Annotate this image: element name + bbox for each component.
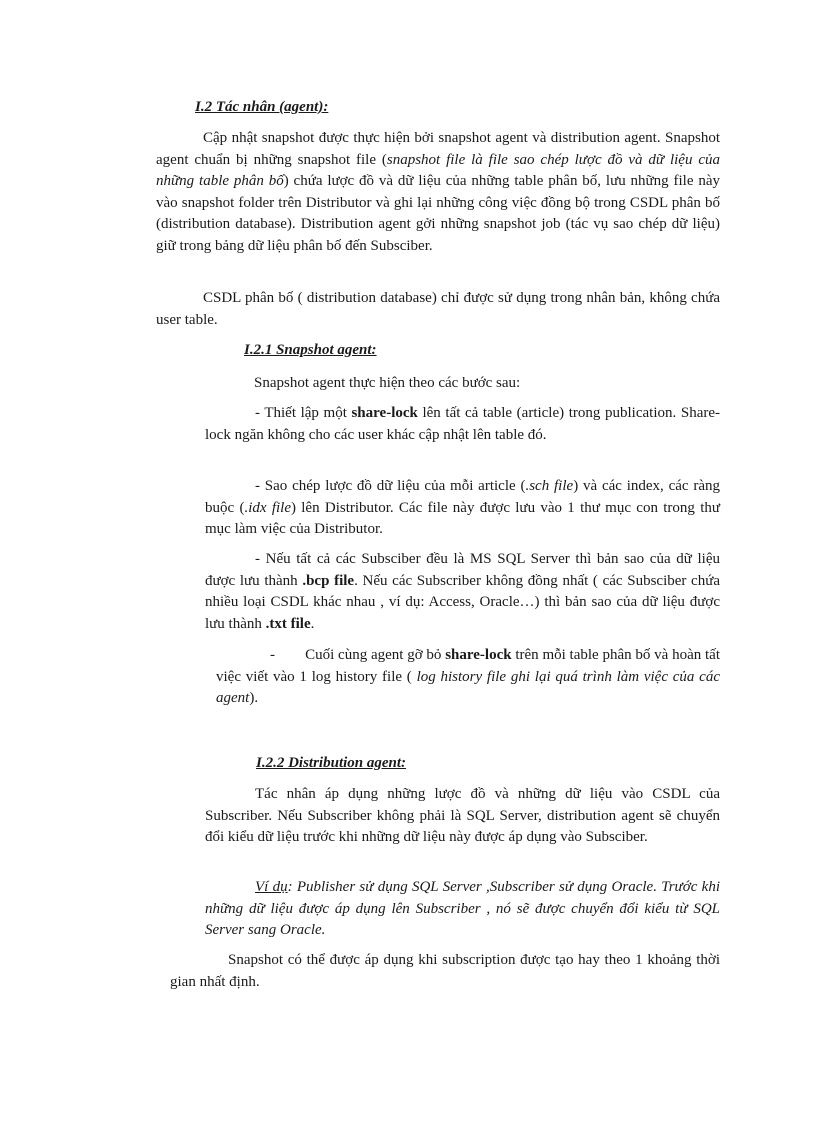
italic-run: .sch file	[525, 478, 574, 494]
bold-run: share-lock	[351, 405, 418, 421]
paragraph-distribution-db: CSDL phân bố ( distribution database) chỉ được sử dụng trong nhân bản, không chứa user table.	[156, 290, 720, 328]
subsection-heading-distribution-agent: I.2.2 Distribution agent:	[256, 755, 407, 771]
italic-run: log history file ghi lại quá trình làm việc của các agent	[216, 668, 724, 706]
bold-run: .bcp file	[302, 572, 355, 589]
italic-run: .idx file	[244, 499, 291, 516]
section-heading-agents: I.2 Tác nhân (agent):	[195, 99, 329, 115]
paragraph-snapshot-schedule: Snapshot có thể được áp dụng khi subscription được tạo hay theo 1 khoảng thời gian nhất định.	[170, 952, 720, 990]
text-run: - Cuối cùng agent gỡ bỏ	[270, 647, 446, 663]
text-run: Cập nhật snapshot được thực hiện bởi snapshot agent và distribution agent. Snapshot agent chuẩn bị những snapshot file (	[156, 130, 720, 168]
text-run: - Thiết lập một	[255, 405, 352, 421]
paragraph-example	[205, 877, 720, 942]
list-item-step-2	[205, 476, 720, 541]
subsection-heading-snapshot-agent: I.2.1 Snapshot agent:	[244, 342, 377, 358]
text-run: . Nếu các Subscriber không đồng nhất ( các Subsciber chứa nhiều loại CSDL khác nhau , ví dụ: Access, Oracle…) thì bản sao của dữ liệu được lưu thành	[205, 572, 720, 632]
list-item-step-3	[205, 549, 720, 635]
paragraph-distribution-agent: Tác nhân áp dụng những lược đồ và những dữ liệu vào CSDL của Subscriber. Nếu Subscriber không phải là SQL Server, distribution agent sẽ chuyển đổi kiểu dữ liệu trước khi những dữ liệu này được áp dụng vào Subsciber.	[205, 786, 720, 845]
paragraph-agents-intro	[156, 128, 720, 257]
list-item-step-1	[205, 403, 720, 446]
text-run: ) chứa lược đồ và dữ liệu của những table phân bố, lưu những file này vào snapshot folder trên Distributor và ghi lại những công việc đồng bộ trong CSDL phân bố (distribution database). Distribution agent gởi những snapshot job (tác vụ sao chép dữ liệu) giữ trong bảng dữ liệu phân bố đến Subsciber.	[156, 173, 720, 254]
paragraph-snapshot-steps-intro: Snapshot agent thực hiện theo các bước sau:	[254, 375, 521, 391]
text-run: ).	[249, 690, 259, 706]
text-run: ) lên Distributor. Các file này được lưu vào 1 thư mục con trong thư mục làm việc của Distributor.	[205, 499, 720, 537]
text-run: lên tất cả table (article) trong publication. Share-lock ngăn không cho các user khác cập nhật lên table đó.	[205, 405, 720, 443]
italic-run: snapshot file là file sao chép lược đồ và dữ liệu của những table phân bố	[156, 151, 720, 189]
example-label: Ví dụ	[255, 879, 288, 895]
text-run: .	[310, 615, 315, 632]
list-item-step-4	[216, 645, 724, 710]
text-run: - Nếu tất cả các Subsciber đều là MS SQL Server thì bản sao của dữ liệu được lưu thành	[205, 551, 720, 589]
bold-run: share-lock	[445, 647, 512, 663]
text-run: trên mỗi table phân bố và hoàn tất việc viết vào 1 log history file (	[216, 647, 724, 685]
text-run: - Sao chép lược đồ dữ liệu của mỗi article (	[255, 478, 526, 494]
bold-run: .txt file	[265, 615, 311, 632]
text-run: ) và các index, các ràng buộc (	[205, 478, 721, 516]
italic-run: : Publisher sử dụng SQL Server ,Subscriber sử dụng Oracle. Trước khi những dữ liệu được áp dụng lên Subscriber , nó sẽ được chuyển đổi kiểu từ SQL Server sang Oracle.	[205, 879, 720, 938]
